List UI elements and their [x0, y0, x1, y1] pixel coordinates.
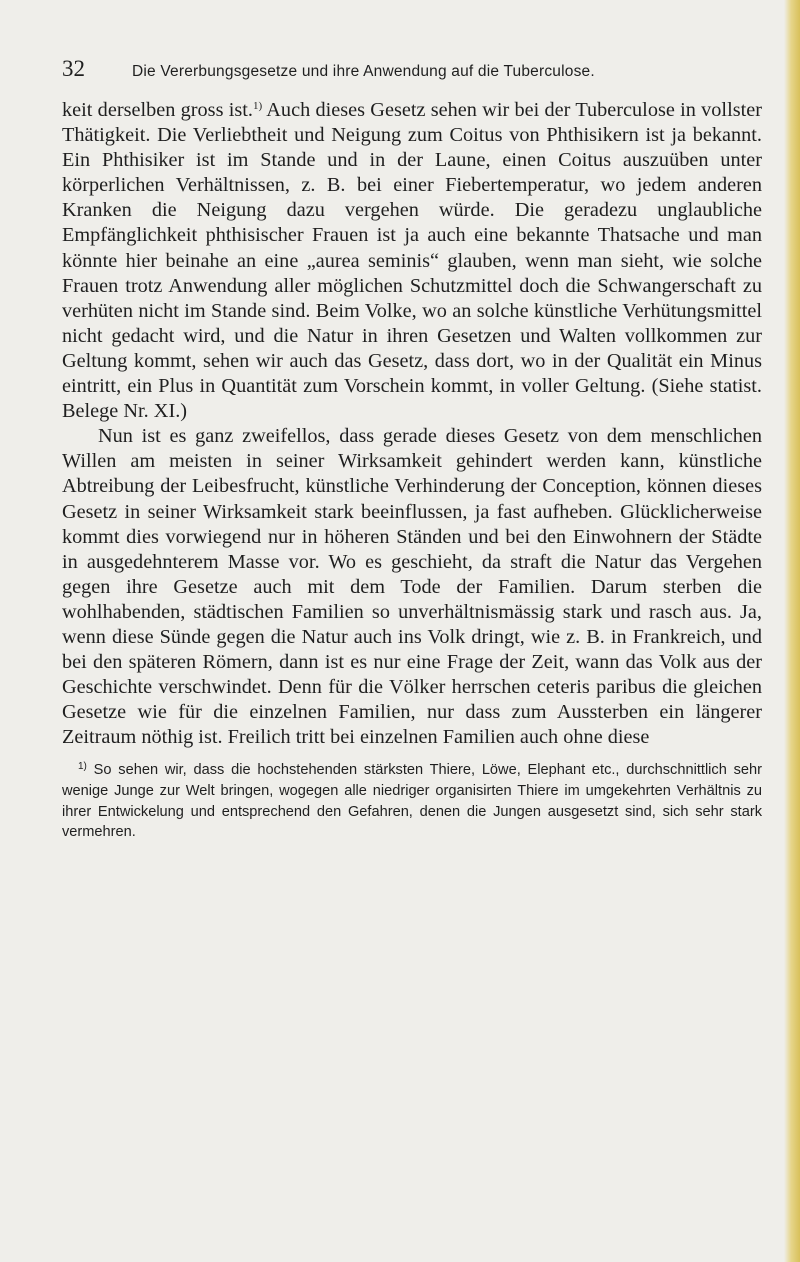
paragraph-1-start: keit derselben gross ist.: [62, 99, 253, 121]
running-head: Die Vererbungsgesetze und ihre Anwendung auf die Tuberculose.: [132, 63, 595, 80]
page-header: [62, 56, 762, 86]
paragraph-2: Nun ist es ganz zweifellos, dass gerade dieses Gesetz von dem menschlichen Willen am meisten in seiner Wirksamkeit gehindert werden kann, künstliche Abtreibung der Leibesfrucht, künstliche Verhinderung der Conception, können dieses Gesetz in seiner Wirksamkeit stark beeinflussen, ja fast aufheben. Glücklicherweise kommt dies vorwiegend nur in höheren Ständen und bei den Einwohnern der Städte in ausgedehnterem Masse vor. Wo es geschieht, da straft die Natur das Vergehen gegen ihre Gesetze auch mit dem Tode der Familien. Darum sterben die wohlhabenden, städtischen Familien so unverhältnismässig stark und rasch aus. Ja, wenn diese Sünde gegen die Natur auch ins Volk dringt, wie z. B. in Frankreich, und bei den späteren Römern, dann ist es nur eine Frage der Zeit, wann das Volk aus der Geschichte verschwindet. Denn für die Völker herrschen ceteris paribus die gleichen Gesetze wie für die einzelnen Familien, nur dass zum Aussterben ein längerer Zeitraum nöthig ist. Freilich tritt bei einzelnen Familien auch ohne diese: [62, 425, 762, 749]
footnote-reference: 1): [252, 100, 263, 112]
paragraph-1: [62, 98, 762, 424]
footnote-marker: 1): [78, 761, 87, 773]
paragraph-1-rest: Auch dieses Gesetz sehen wir bei der Tuberculose in vollster Thätigkeit. Die Verliebtheit und Neigung zum Coitus von Phthisikern ist ja bekannt. Ein Phthisiker ist im Stande und in der Laune, einen Coitus auszuüben unter körperlichen Verhältnissen, z. B. bei einer Fiebertemperatur, wo jedem anderen Kranken die Neigung dazu vergehen würde. Die geradezu unglaubliche Empfänglichkeit phthisischer Frauen ist ja auch eine bekannte Thatsache und man könnte hier beinahe an eine „aurea seminis“ glauben, wenn man sieht, wie solche Frauen trotz Anwendung aller möglichen Schutzmittel doch die Schwangerschaft zu verhüten nicht im Stande sind. Beim Volke, wo an solche künstliche Verhütungsmittel nicht gedacht wird, und die Natur in ihren Gesetzen und Walten vollkommen zur Geltung kommt, sehen wir auch das Gesetz, dass dort, wo in der Qualität ein Minus eintritt, ein Plus in Quantität zum Vorschein kommt, in voller Geltung. (Siehe statist. Belege Nr. XI.): [62, 99, 762, 423]
page-edge-decoration: [784, 0, 800, 1262]
main-text: [62, 98, 762, 750]
book-page: [62, 56, 762, 843]
footnote: [62, 760, 762, 842]
footnote-text: So sehen wir, dass die hochstehenden stärksten Thiere, Löwe, Elephant etc., durchschnittlich sehr wenige Junge zur Welt bringen, wogegen alle niedriger organisirten Thiere im umgekehrten Verhältnis zu ihrer Entwickelung und entsprechend den Gefahren, denen die Jungen ausgesetzt sind, sich sehr stark vermehren.: [62, 762, 762, 841]
page-number: 32: [62, 56, 85, 81]
